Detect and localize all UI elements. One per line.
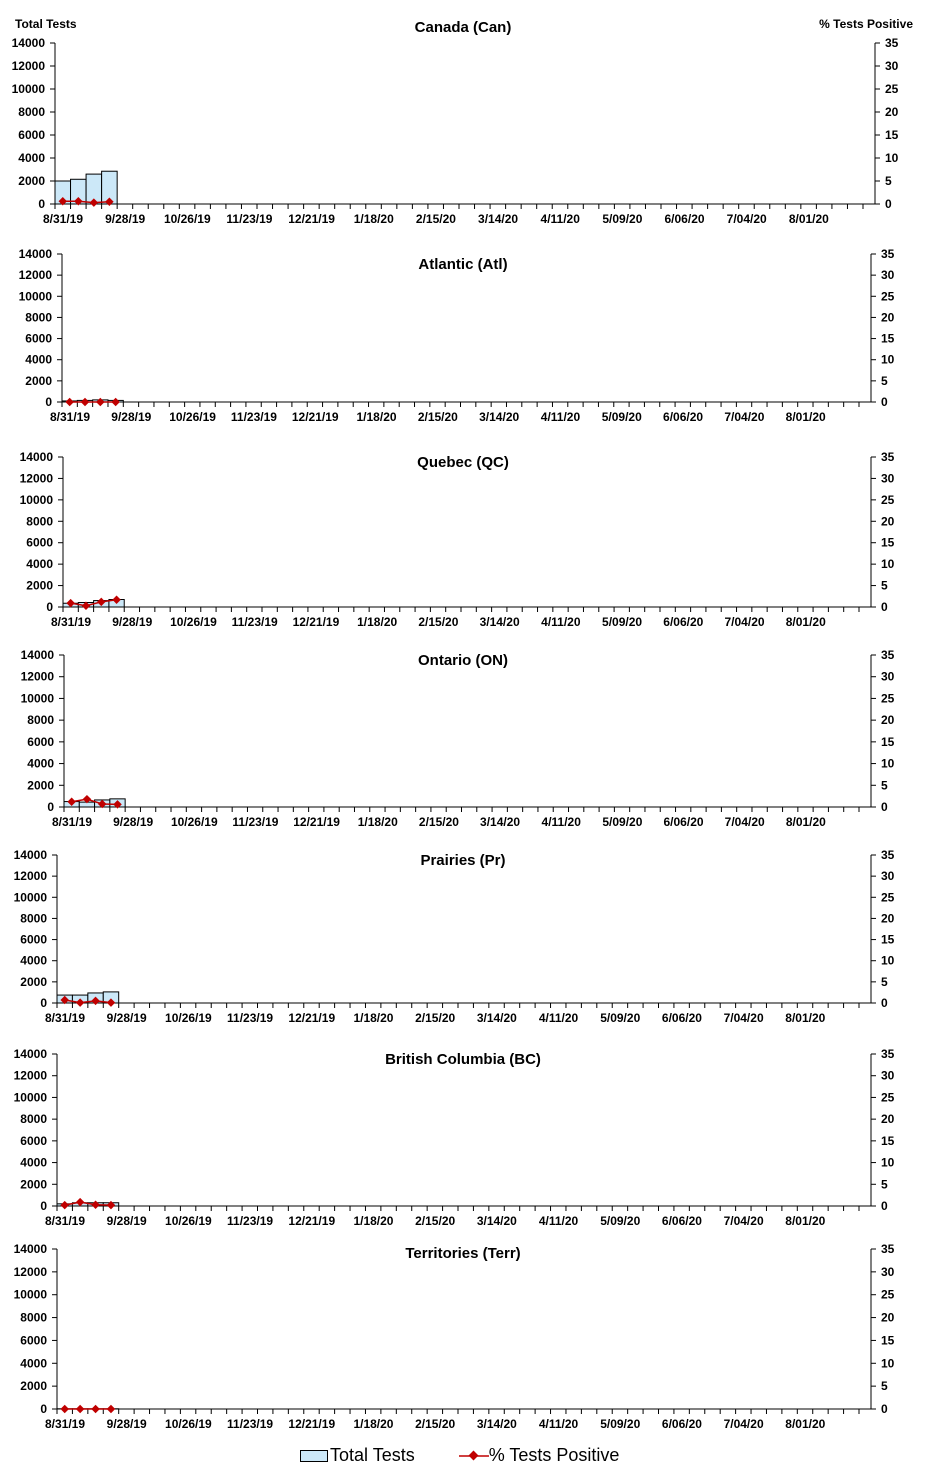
y-left-tick-label: 8000: [20, 911, 47, 926]
y-right-tick-label: 25: [881, 492, 895, 507]
y-right-tick-label: 10: [881, 1155, 895, 1170]
x-tick-label: 4/11/20: [538, 1214, 579, 1228]
x-tick-label: 8/31/19: [44, 1214, 86, 1228]
y-right-tick-label: 30: [881, 669, 895, 684]
y-left-tick-label: 0: [40, 996, 47, 1010]
y-left-tick-label: 12000: [13, 1264, 47, 1279]
y-left-tick-label: 14000: [19, 450, 53, 464]
y-right-tick-label: 35: [881, 1242, 895, 1256]
x-tick-label: 12/21/19: [288, 1417, 336, 1431]
y-left-tick-label: 14000: [11, 36, 45, 50]
y-right-tick-label: 35: [881, 848, 895, 862]
chart-title: Prairies (Pr): [420, 852, 506, 869]
x-tick-label: 6/06/20: [664, 212, 705, 226]
x-tick-label: 12/21/19: [288, 1011, 336, 1025]
x-tick-label: 1/18/20: [357, 615, 398, 629]
y-left-tick-label: 6000: [20, 1133, 47, 1148]
x-tick-label: 2/15/20: [415, 1214, 456, 1228]
y-left-tick-label: 14000: [13, 1242, 47, 1256]
x-tick-label: 10/26/19: [165, 1417, 212, 1431]
pct-positive-point: [111, 398, 119, 406]
y-left-tick-label: 8000: [20, 1310, 47, 1325]
y-left-tick-label: 2000: [20, 1379, 47, 1394]
x-tick-label: 9/28/19: [111, 410, 152, 424]
y-right-tick-label: 30: [881, 1264, 895, 1279]
x-tick-label: 4/11/20: [538, 1417, 579, 1431]
y-right-tick-label: 25: [881, 1287, 895, 1302]
x-tick-label: 6/06/20: [661, 1417, 702, 1431]
x-tick-label: 5/09/20: [600, 1417, 641, 1431]
x-tick-label: 3/14/20: [479, 615, 520, 629]
x-tick-label: 5/09/20: [600, 1011, 641, 1025]
y-right-tick-label: 5: [881, 373, 888, 388]
y-left-tick-label: 4000: [27, 756, 54, 771]
legend: [300, 1445, 663, 1466]
y-left-tick-label: 2000: [18, 174, 45, 188]
x-tick-label: 8/01/20: [785, 815, 826, 829]
y-left-tick-label: 8000: [26, 514, 53, 529]
x-tick-label: 10/26/19: [163, 212, 211, 226]
x-tick-label: 2/15/20: [418, 615, 459, 629]
x-tick-label: 12/21/19: [288, 1214, 336, 1228]
y-left-tick-label: 6000: [18, 128, 45, 142]
legend-total-tests: [300, 1445, 415, 1466]
chart-title: Canada (Can): [414, 19, 512, 36]
y-right-tick-label: 5: [885, 174, 892, 188]
x-tick-label: 8/01/20: [788, 212, 829, 226]
x-tick-label: 12/21/19: [291, 410, 339, 424]
bar-swatch-icon: [300, 1450, 328, 1462]
y-right-tick-label: 15: [881, 1133, 895, 1148]
pct-positive-point: [81, 398, 89, 406]
y-right-tick-label: 35: [881, 247, 895, 261]
x-tick-label: 8/01/20: [785, 410, 826, 424]
x-tick-label: 4/11/20: [540, 410, 581, 424]
y-right-tick-label: 10: [881, 953, 895, 968]
x-tick-label: 8/01/20: [785, 1011, 826, 1025]
y-left-tick-label: 4000: [20, 1356, 47, 1371]
y-left-tick-label: 6000: [26, 535, 53, 550]
y-right-tick-label: 20: [881, 911, 895, 926]
x-tick-label: 2/15/20: [417, 410, 458, 424]
y-left-tick-label: 6000: [27, 734, 54, 749]
y-right-tick-label: 5: [881, 1177, 888, 1192]
x-tick-label: 4/11/20: [540, 212, 580, 226]
legend-line-label: % Tests Positive: [488, 1445, 620, 1465]
x-tick-label: 5/09/20: [602, 615, 643, 629]
x-tick-label: 8/31/19: [51, 815, 93, 829]
y-left-tick-label: 4000: [25, 352, 52, 367]
y-right-tick-label: 0: [881, 1402, 888, 1416]
x-tick-label: 12/21/19: [292, 615, 340, 629]
y-right-tick-label: 30: [885, 59, 899, 73]
x-tick-label: 8/31/19: [44, 1417, 86, 1431]
x-tick-label: 2/15/20: [418, 815, 459, 829]
chart-title: Quebec (QC): [417, 454, 509, 471]
y-right-tick-label: 25: [881, 289, 895, 304]
x-tick-label: 9/28/19: [106, 1214, 147, 1228]
y-left-tick-label: 6000: [25, 331, 52, 346]
y-left-tick-label: 10000: [19, 492, 53, 507]
x-tick-label: 9/28/19: [113, 815, 154, 829]
x-tick-label: 10/26/19: [165, 1214, 212, 1228]
y-right-tick-label: 0: [881, 800, 888, 814]
y-right-tick-label: 30: [881, 1068, 895, 1083]
y-left-tick-label: 10000: [20, 691, 54, 706]
line-marker-icon: [459, 1450, 489, 1462]
x-tick-label: 11/23/19: [230, 410, 277, 424]
y-left-tick-label: 10000: [13, 1090, 47, 1105]
y-left-tick-label: 0: [46, 600, 53, 614]
y-right-tick-label: 15: [881, 932, 895, 947]
y-left-tick-label: 8000: [20, 1112, 47, 1127]
y-right-tick-label: 20: [881, 514, 895, 529]
x-tick-label: 2/15/20: [415, 1417, 456, 1431]
y-right-tick-label: 30: [881, 869, 895, 884]
x-tick-label: 9/28/19: [106, 1417, 147, 1431]
x-tick-label: 4/11/20: [541, 615, 581, 629]
x-tick-label: 11/23/19: [226, 212, 273, 226]
x-tick-label: 9/28/19: [105, 212, 146, 226]
y-left-tick-label: 12000: [18, 268, 52, 283]
y-right-tick-label: 15: [885, 128, 899, 142]
y-right-tick-label: 20: [881, 713, 895, 728]
y-left-tick-label: 4000: [26, 557, 53, 572]
y-right-tick-label: 15: [881, 734, 895, 749]
x-tick-label: 5/09/20: [601, 410, 642, 424]
y-left-tick-label: 4000: [20, 1155, 47, 1170]
y-right-tick-label: 5: [881, 1379, 888, 1394]
y-right-tick-label: 30: [881, 471, 895, 486]
x-tick-label: 1/18/20: [353, 1214, 394, 1228]
right-axis-title: % Tests Positive: [819, 17, 913, 31]
y-left-tick-label: 0: [40, 1199, 47, 1213]
y-left-tick-label: 10000: [13, 1287, 47, 1302]
y-right-tick-label: 35: [881, 1047, 895, 1061]
y-right-tick-label: 5: [881, 974, 888, 989]
legend-bars-label: Total Tests: [330, 1445, 415, 1465]
y-left-tick-label: 14000: [20, 648, 54, 662]
pct-positive-point: [91, 1200, 99, 1208]
x-tick-label: 10/26/19: [169, 410, 216, 424]
x-tick-label: 5/09/20: [600, 1214, 641, 1228]
x-tick-label: 6/06/20: [663, 615, 704, 629]
x-tick-label: 6/06/20: [663, 410, 704, 424]
x-tick-label: 9/28/19: [106, 1011, 147, 1025]
pct-positive-point: [60, 1405, 68, 1413]
y-right-tick-label: 35: [885, 36, 899, 50]
x-tick-label: 1/18/20: [353, 1417, 394, 1431]
y-left-tick-label: 4000: [20, 953, 47, 968]
x-tick-label: 6/06/20: [661, 1011, 702, 1025]
x-tick-label: 3/14/20: [480, 815, 521, 829]
pct-positive-point: [91, 1405, 99, 1413]
y-right-tick-label: 20: [881, 1112, 895, 1127]
y-right-tick-label: 20: [881, 1310, 895, 1325]
x-tick-label: 7/04/20: [723, 1011, 764, 1025]
y-left-tick-label: 2000: [25, 373, 52, 388]
y-left-tick-label: 2000: [20, 974, 47, 989]
y-left-tick-label: 14000: [18, 247, 52, 261]
x-tick-label: 3/14/20: [478, 212, 519, 226]
y-left-tick-label: 8000: [27, 713, 54, 728]
y-right-tick-label: 25: [885, 82, 899, 96]
x-tick-label: 1/18/20: [353, 212, 394, 226]
pct-positive-point: [107, 1201, 115, 1209]
y-right-tick-label: 10: [881, 352, 895, 367]
pct-positive-point: [96, 398, 104, 406]
y-right-tick-label: 0: [885, 197, 892, 211]
x-tick-label: 5/09/20: [602, 212, 643, 226]
y-right-tick-label: 5: [881, 778, 888, 793]
y-right-tick-label: 0: [881, 1199, 888, 1213]
left-axis-title: Total Tests: [15, 17, 77, 31]
x-tick-label: 8/01/20: [785, 615, 826, 629]
x-tick-label: 10/26/19: [170, 815, 218, 829]
x-tick-label: 1/18/20: [357, 815, 398, 829]
x-tick-label: 10/26/19: [170, 615, 217, 629]
x-tick-label: 8/31/19: [44, 1011, 86, 1025]
y-left-tick-label: 10000: [11, 82, 45, 96]
y-right-tick-label: 15: [881, 535, 895, 550]
y-right-tick-label: 25: [881, 1090, 895, 1105]
pct-positive-point: [60, 1201, 68, 1209]
x-tick-label: 7/04/20: [723, 1417, 764, 1431]
x-tick-label: 6/06/20: [663, 815, 704, 829]
y-left-tick-label: 0: [47, 800, 54, 814]
x-tick-label: 8/31/19: [50, 615, 92, 629]
y-left-tick-label: 10000: [18, 289, 52, 304]
x-tick-label: 8/01/20: [785, 1417, 826, 1431]
y-right-tick-label: 25: [881, 890, 895, 905]
y-right-tick-label: 25: [881, 691, 895, 706]
y-right-tick-label: 10: [881, 1356, 895, 1371]
x-tick-label: 10/26/19: [165, 1011, 212, 1025]
y-right-tick-label: 35: [881, 450, 895, 464]
y-right-tick-label: 0: [881, 600, 888, 614]
y-left-tick-label: 0: [40, 1402, 47, 1416]
y-left-tick-label: 6000: [20, 1333, 47, 1348]
y-left-tick-label: 14000: [13, 848, 47, 862]
y-right-tick-label: 35: [881, 648, 895, 662]
x-tick-label: 4/11/20: [541, 815, 581, 829]
y-right-tick-label: 0: [881, 996, 888, 1010]
y-left-tick-label: 12000: [11, 59, 45, 73]
x-tick-label: 2/15/20: [415, 1011, 456, 1025]
y-right-tick-label: 30: [881, 268, 895, 283]
y-right-tick-label: 20: [885, 105, 899, 119]
x-tick-label: 7/04/20: [724, 410, 765, 424]
x-tick-label: 1/18/20: [353, 1011, 394, 1025]
y-left-tick-label: 8000: [18, 105, 45, 119]
x-tick-label: 6/06/20: [661, 1214, 702, 1228]
y-left-tick-label: 0: [45, 395, 52, 409]
x-tick-label: 7/04/20: [726, 212, 767, 226]
y-left-tick-label: 2000: [27, 778, 54, 793]
chart-title: Territories (Terr): [405, 1245, 521, 1262]
y-right-tick-label: 15: [881, 331, 895, 346]
x-tick-label: 11/23/19: [232, 815, 279, 829]
y-right-tick-label: 0: [881, 395, 888, 409]
y-right-tick-label: 10: [885, 151, 899, 165]
chart-title: British Columbia (BC): [385, 1051, 541, 1068]
y-right-tick-label: 10: [881, 557, 895, 572]
x-tick-label: 12/21/19: [293, 815, 340, 829]
x-tick-label: 3/14/20: [479, 410, 520, 424]
x-tick-label: 11/23/19: [227, 1417, 274, 1431]
y-left-tick-label: 8000: [25, 310, 52, 325]
x-tick-label: 8/31/19: [42, 212, 84, 226]
y-left-tick-label: 12000: [19, 471, 53, 486]
y-left-tick-label: 0: [38, 197, 45, 211]
y-left-tick-label: 12000: [13, 1068, 47, 1083]
x-tick-label: 9/28/19: [112, 615, 153, 629]
x-tick-label: 5/09/20: [602, 815, 643, 829]
x-tick-label: 3/14/20: [476, 1417, 517, 1431]
y-right-tick-label: 20: [881, 310, 895, 325]
x-tick-label: 12/21/19: [288, 212, 335, 226]
x-tick-label: 3/14/20: [476, 1011, 517, 1025]
legend-pct-positive: [459, 1445, 620, 1466]
y-left-tick-label: 4000: [18, 151, 45, 165]
x-tick-label: 7/04/20: [724, 815, 765, 829]
chart-title: Atlantic (Atl): [418, 256, 508, 273]
pct-positive-point: [76, 1405, 84, 1413]
x-tick-label: 7/04/20: [723, 1214, 764, 1228]
x-tick-label: 8/01/20: [785, 1214, 826, 1228]
x-tick-label: 7/04/20: [724, 615, 765, 629]
x-tick-label: 8/31/19: [49, 410, 91, 424]
y-right-tick-label: 10: [881, 756, 895, 771]
x-tick-label: 2/15/20: [415, 212, 456, 226]
y-left-tick-label: 12000: [20, 669, 54, 684]
y-left-tick-label: 14000: [13, 1047, 47, 1061]
y-left-tick-label: 2000: [26, 578, 53, 593]
x-tick-label: 11/23/19: [227, 1214, 274, 1228]
x-tick-label: 11/23/19: [231, 615, 278, 629]
y-left-tick-label: 10000: [13, 890, 47, 905]
y-left-tick-label: 6000: [20, 932, 47, 947]
pct-positive-point: [107, 1405, 115, 1413]
y-left-tick-label: 12000: [13, 869, 47, 884]
x-tick-label: 1/18/20: [356, 410, 397, 424]
pct-positive-point: [65, 398, 73, 406]
x-tick-label: 4/11/20: [538, 1011, 579, 1025]
chart-title: Ontario (ON): [418, 652, 508, 669]
y-left-tick-label: 2000: [20, 1177, 47, 1192]
x-tick-label: 11/23/19: [227, 1011, 274, 1025]
y-right-tick-label: 15: [881, 1333, 895, 1348]
x-tick-label: 3/14/20: [476, 1214, 517, 1228]
y-right-tick-label: 5: [881, 578, 888, 593]
